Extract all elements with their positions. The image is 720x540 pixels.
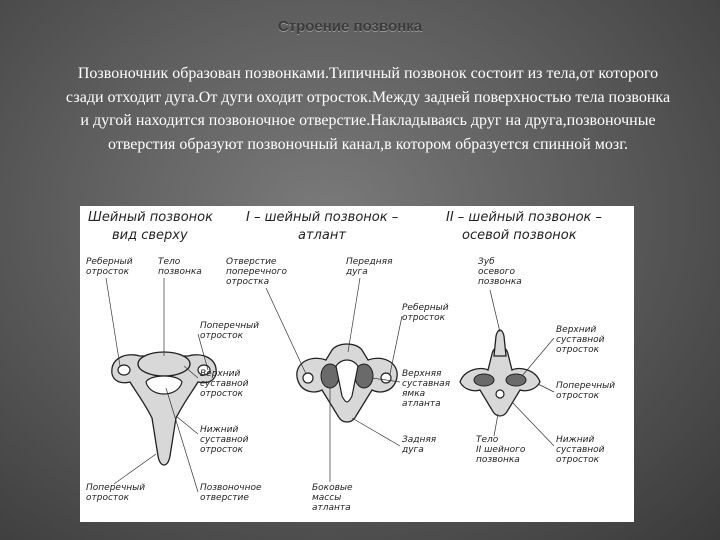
vertebrae-illustration	[80, 206, 634, 522]
cervical-label-transverse-upper: Поперечный отросток	[200, 321, 260, 341]
slide-title: Строение позвонка	[277, 18, 423, 35]
axis-label-upper-facet: Верхний суставной отросток	[556, 325, 605, 355]
cervical-label-rib-process: Реберный отросток	[86, 257, 133, 277]
atlas-caption-line1: I – шейный позвонок –	[246, 210, 399, 225]
atlas-drawing	[297, 344, 397, 422]
atlas-caption-line2: атлант	[298, 228, 346, 243]
axis-label-dens: Зуб осевого позвонка	[478, 257, 522, 287]
axis-label-body: Тело II шейного позвонка	[476, 435, 526, 465]
atlas-label-upper-fossa: Верхняя суставная ямка атланта	[402, 369, 451, 409]
atlas-label-lateral-masses: Боковые массы атланта	[312, 483, 353, 513]
cervical-label-foramen: Позвоночное отверстие	[200, 483, 262, 503]
cervical-label-lower-facet: Нижний суставной отросток	[200, 425, 249, 455]
atlas-label-transverse-foramen: Отверстие поперечного отростка	[226, 257, 288, 287]
cervical-label-transverse-lower: Поперечный отросток	[86, 483, 146, 503]
atlas-label-posterior-arch: Задняя дуга	[402, 435, 437, 455]
cervical-label-body: Тело позвонка	[158, 257, 202, 277]
axis-label-lower-facet: Нижний суставной отросток	[556, 435, 605, 465]
vertebrae-figure	[80, 206, 634, 522]
slide-paragraph: Позвоночник образован позвонками.Типичный позвонок состоит из тела,от которого сзади отходит дуга.От дуги оходит отросток.Между задней поверхностью тела позвонка и дугой находится позвоночное отверстие.Накладываясь друг на друга,позвоночные отверстия образуют позвоночный канал,в котором образуется спинной мозг.	[65, 65, 671, 153]
cervical-caption-line2: вид сверху	[112, 228, 188, 243]
atlas-label-anterior-arch: Передняя дуга	[346, 257, 393, 277]
atlas-label-rib-process: Реберный отросток	[402, 303, 449, 323]
axis-caption-line1: II – шейный позвонок –	[446, 210, 603, 225]
axis-drawing	[460, 330, 540, 416]
cervical-label-upper-facet: Верхний суставной отросток	[200, 369, 249, 399]
axis-label-transverse: Поперечный отросток	[556, 381, 616, 401]
axis-caption-line2: осевой позвонок	[462, 228, 577, 243]
cervical-caption-line1: Шейный позвонок	[88, 210, 213, 225]
